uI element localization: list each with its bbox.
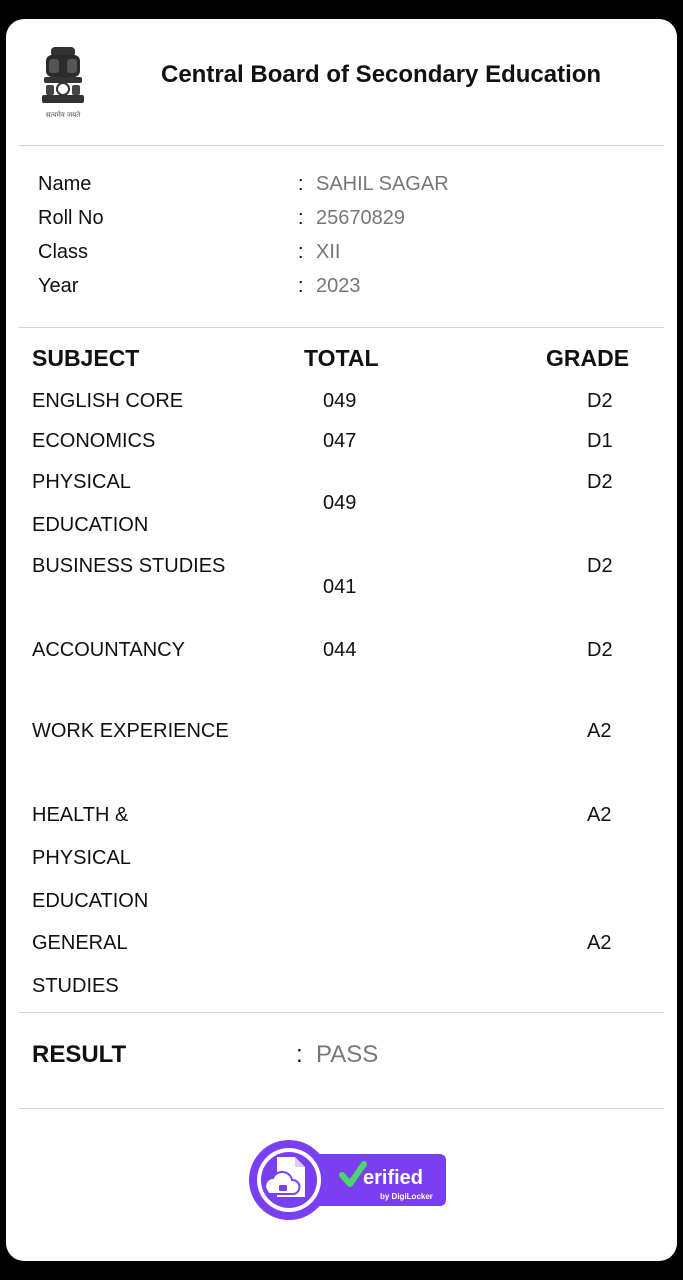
class-value: XII xyxy=(316,241,341,263)
grade-cell: A2 xyxy=(587,720,612,742)
grade-cell: D1 xyxy=(587,430,613,452)
subject-cell: GENERAL STUDIES xyxy=(32,932,127,997)
year-label: Year xyxy=(38,275,79,297)
result-colon: : xyxy=(296,1041,303,1068)
roll-value: 25670829 xyxy=(316,207,405,229)
grade-cell: D2 xyxy=(587,555,613,577)
name-value: SAHIL SAGAR xyxy=(316,173,449,195)
total-cell: 049 xyxy=(323,390,357,412)
total-cell: 041 xyxy=(323,576,357,598)
subject-cell: ACCOUNTANCY xyxy=(32,639,185,661)
divider xyxy=(19,327,664,328)
divider xyxy=(19,145,664,146)
result-label: RESULT xyxy=(32,1041,127,1068)
total-cell: 049 xyxy=(323,492,357,514)
total-header: TOTAL xyxy=(304,345,379,371)
badge-byline: by DigiLocker xyxy=(380,1192,433,1201)
total-cell: 044 xyxy=(323,639,357,661)
emblem-motto: सत्यमेव जयते xyxy=(45,111,81,119)
board-title: Central Board of Secondary Education xyxy=(161,61,602,88)
divider xyxy=(19,1012,664,1013)
grade-cell: A2 xyxy=(587,932,612,954)
year-value: 2023 xyxy=(316,275,361,297)
grade-cell: D2 xyxy=(587,471,613,493)
grade-header: GRADE xyxy=(546,345,630,371)
subject-cell: WORK EXPERIENCE xyxy=(32,720,229,742)
roll-colon: : xyxy=(298,207,304,229)
name-label: Name xyxy=(38,173,92,195)
roll-label: Roll No xyxy=(38,207,104,229)
grade-cell: A2 xyxy=(587,804,612,826)
subject-cell: ENGLISH CORE xyxy=(32,390,184,412)
grade-cell: D2 xyxy=(587,639,613,661)
divider xyxy=(19,1108,664,1109)
header xyxy=(6,19,677,146)
digilocker-verified-badge xyxy=(249,1139,448,1221)
subject-cell: HEALTH & PHYSICAL EDUCATION xyxy=(32,804,149,912)
subject-cell: PHYSICAL EDUCATION xyxy=(32,471,149,536)
subject-header: SUBJECT xyxy=(32,345,140,371)
class-label: Class xyxy=(38,241,89,263)
grade-cell: D2 xyxy=(587,390,613,412)
subject-cell: BUSINESS STUDIES xyxy=(32,555,226,577)
result-value: PASS xyxy=(316,1041,379,1068)
badge-text: erified xyxy=(363,1167,424,1189)
class-colon: : xyxy=(298,241,304,263)
national-emblem-icon xyxy=(36,43,90,123)
name-colon: : xyxy=(298,173,304,195)
total-cell: 047 xyxy=(323,430,357,452)
marksheet-card xyxy=(6,19,677,1261)
year-colon: : xyxy=(298,275,304,297)
subject-cell: ECONOMICS xyxy=(32,430,156,452)
